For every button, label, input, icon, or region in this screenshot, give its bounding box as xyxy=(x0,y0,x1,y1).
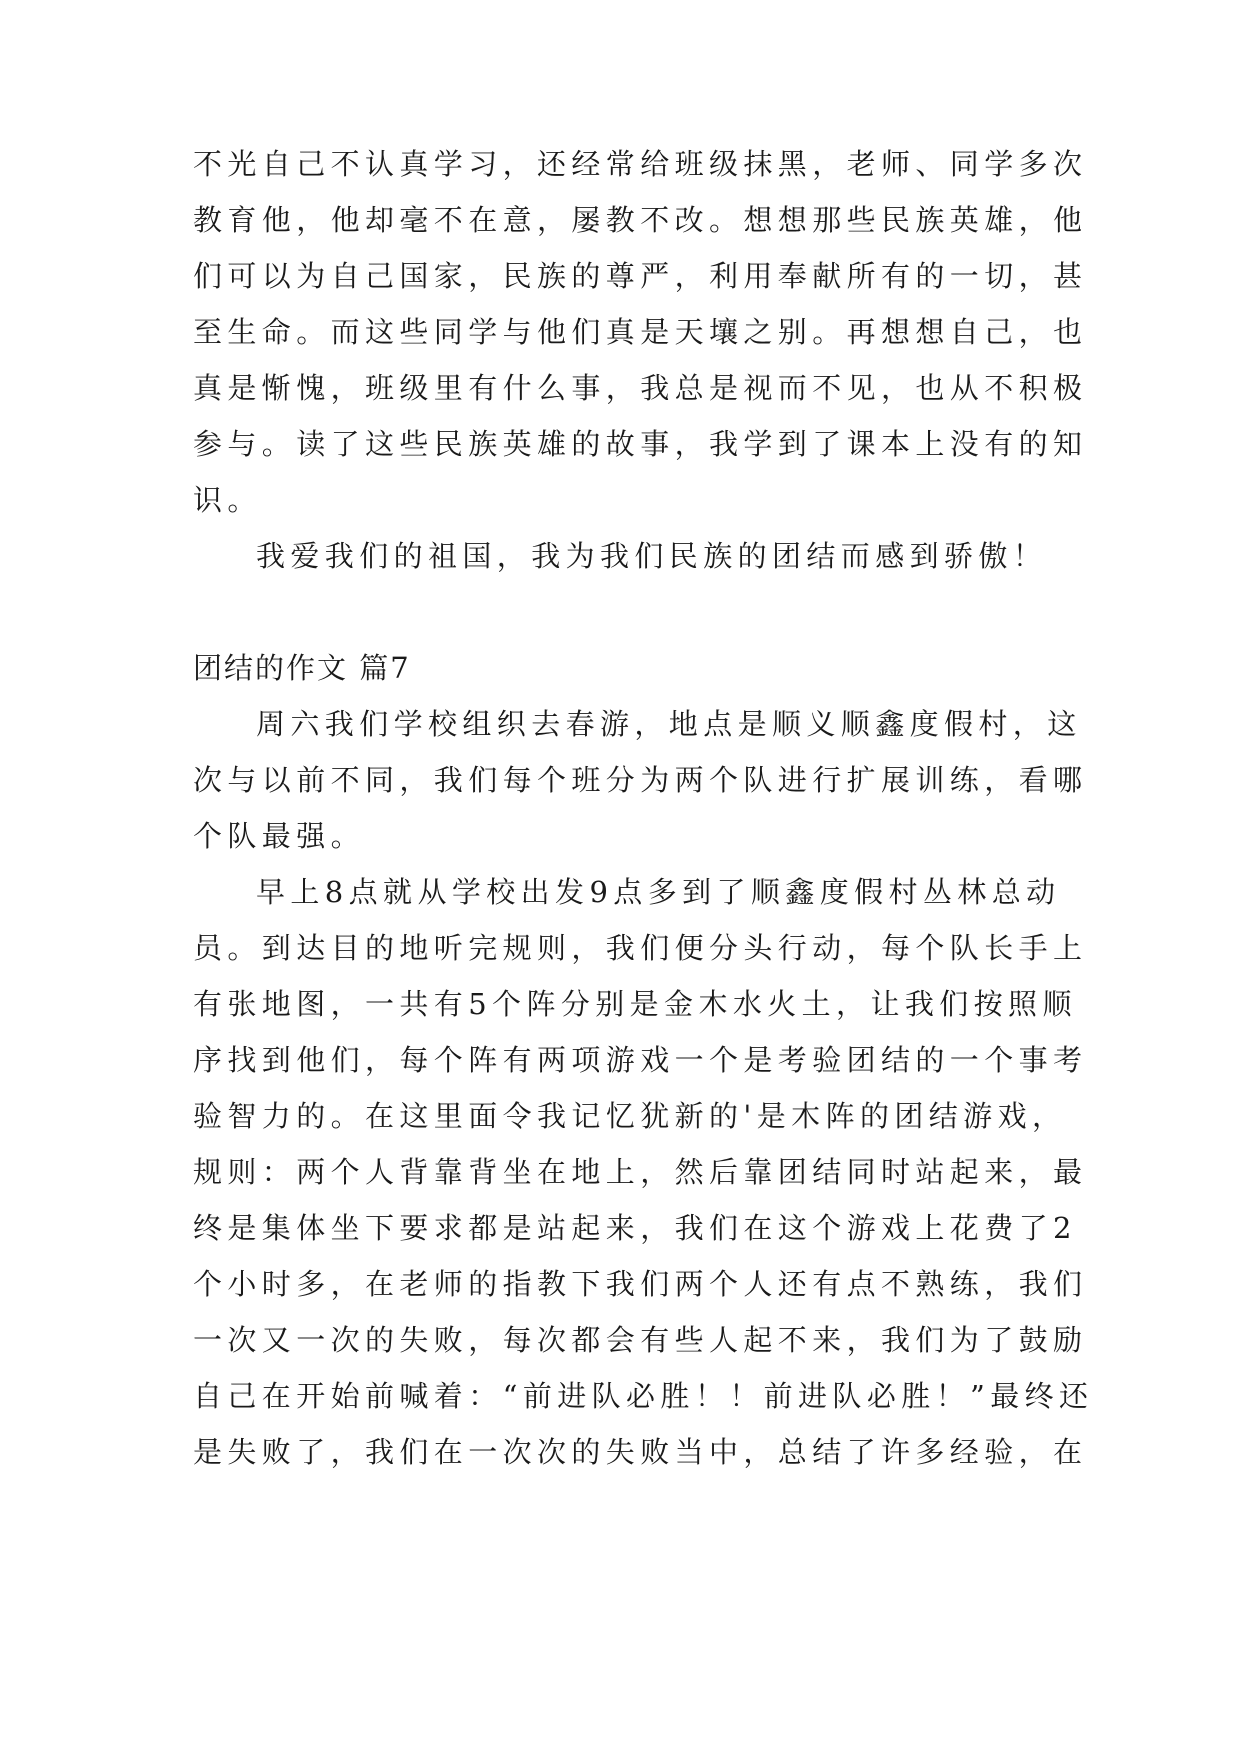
text-line: 是失败了，我们在一次次的失败当中，总结了许多经验，在 xyxy=(193,1435,1088,1469)
text-line: 终是集体坐下要求都是站起来，我们在这个游戏上花费了2 xyxy=(193,1211,1077,1245)
text-line: 教育他，他却毫不在意，屡教不改。想想那些民族英雄，他 xyxy=(193,203,1088,237)
text-line: 员。到达目的地听完规则，我们便分头行动，每个队长手上 xyxy=(193,931,1088,965)
text-line: 个队最强。 xyxy=(193,819,366,853)
section-heading: 团结的作文 篇7 xyxy=(193,651,411,685)
text-line: 们可以为自己国家，民族的尊严，利用奉献所有的一切，甚 xyxy=(193,259,1088,293)
text-line: 不光自己不认真学习，还经常给班级抹黑，老师、同学多次 xyxy=(193,147,1088,181)
text-line: 自己在开始前喊着：“前进队必胜！！前进队必胜！”最终还 xyxy=(193,1379,1094,1413)
text-line: 真是惭愧，班级里有什么事，我总是视而不见，也从不积极 xyxy=(193,371,1088,405)
text-line: 参与。读了这些民族英雄的故事，我学到了课本上没有的知 xyxy=(193,427,1088,461)
text-line: 识。 xyxy=(193,483,262,517)
text-line: 有张地图，一共有5个阵分别是金木水火土，让我们按照顺 xyxy=(193,987,1077,1021)
text-line: 验智力的。在这里面令我记忆犹新的'是木阵的团结游戏， xyxy=(193,1099,1067,1133)
text-line: 个小时多，在老师的指教下我们两个人还有点不熟练，我们 xyxy=(193,1267,1088,1301)
text-line: 一次又一次的失败，每次都会有些人起不来，我们为了鼓励 xyxy=(193,1323,1088,1357)
text-line: 次与以前不同，我们每个班分为两个队进行扩展训练，看哪 xyxy=(193,763,1088,797)
text-line: 周六我们学校组织去春游，地点是顺义顺鑫度假村，这 xyxy=(256,707,1082,741)
text-line: 我爱我们的祖国，我为我们民族的团结而感到骄傲！ xyxy=(256,539,1048,573)
text-line: 至生命。而这些同学与他们真是天壤之别。再想想自己，也 xyxy=(193,315,1088,349)
text-line: 序找到他们，每个阵有两项游戏一个是考验团结的一个事考 xyxy=(193,1043,1088,1077)
text-line: 规则：两个人背靠背坐在地上，然后靠团结同时站起来，最 xyxy=(193,1155,1088,1189)
text-line: 早上8点就从学校出发9点多到了顺鑫度假村丛林总动 xyxy=(256,875,1061,909)
